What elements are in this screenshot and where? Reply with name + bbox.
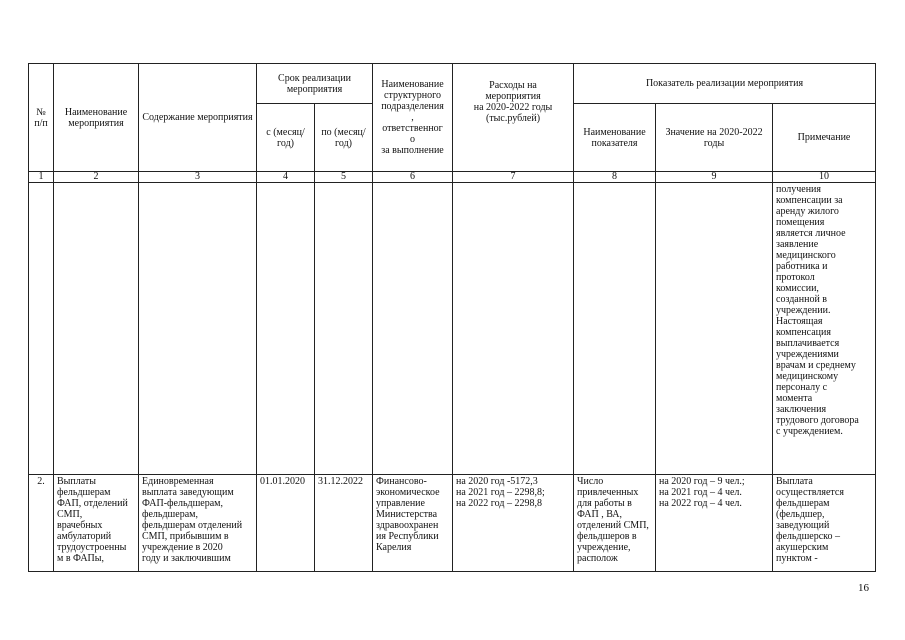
note-line: врачам и среднему <box>776 360 856 371</box>
measure-name <box>54 475 139 572</box>
row-note <box>773 475 876 572</box>
note-line: персоналу с <box>776 382 828 393</box>
header-dept-line: за выполнение <box>381 145 444 156</box>
note-line: выплачивается <box>776 338 840 349</box>
dept-line: Финансово- <box>376 476 427 487</box>
header-term-from: с (месяц/ год) <box>257 104 315 172</box>
measures-table <box>28 63 876 572</box>
header-term-to: по (месяц/ год) <box>315 104 373 172</box>
note-line: трудового договора <box>776 415 859 426</box>
measure-name-line: ФАП, отделений <box>57 498 128 509</box>
note-line: протокол <box>776 272 815 283</box>
row-number: 2. <box>29 475 54 572</box>
dept-line: Министерства <box>376 509 438 520</box>
measure-name-line: Выплаты <box>57 476 96 487</box>
header-dept-line: Наименование <box>381 79 444 90</box>
value-line: на 2021 год – 4 чел. <box>659 487 742 498</box>
column-number: 3 <box>139 172 257 183</box>
header-expenses-line: (тыс.рублей) <box>485 113 541 124</box>
indicator-values <box>656 475 773 572</box>
column-number: 9 <box>656 172 773 183</box>
table-row-2 <box>29 475 876 572</box>
dept-line: Карелия <box>376 542 412 553</box>
measure-content-line: Единовременная <box>142 476 214 487</box>
column-number: 4 <box>257 172 315 183</box>
measure-content <box>139 475 257 572</box>
note-line: Выплата <box>776 476 813 487</box>
note-line: помещения <box>776 217 825 228</box>
expenses <box>453 475 574 572</box>
column-number: 8 <box>574 172 656 183</box>
header-measure-name: Наименование мероприятия <box>54 64 139 172</box>
note-line: комиссии, <box>776 283 819 294</box>
continuation-note <box>773 183 876 475</box>
date-from: 01.01.2020 <box>257 475 315 572</box>
header-dept-line: подразделения <box>381 101 444 112</box>
header-responsible-dept <box>373 64 453 172</box>
note-line: заключения <box>776 404 827 415</box>
note-line: работника и <box>776 261 828 272</box>
measure-content-line: фельдшерам отделений <box>142 520 243 531</box>
note-line: учреждении. <box>776 305 831 316</box>
note-line: заявление <box>776 239 819 250</box>
header-expenses-line: мероприятия <box>485 91 541 102</box>
measure-content-line: фельдшерам, <box>142 509 198 520</box>
column-number: 10 <box>773 172 876 183</box>
indicator-line: привлеченных <box>577 487 639 498</box>
indicator-line: отделений СМП, <box>577 520 649 531</box>
header-indicator-value: Значение на 2020-2022 годы <box>656 104 773 172</box>
note-line: момента <box>776 393 813 404</box>
note-line: осуществляется <box>776 487 844 498</box>
dept-line: ия Республики <box>376 531 439 542</box>
indicator-line: учреждение, <box>577 542 631 553</box>
measure-content-line: году и заключившим <box>142 553 231 564</box>
note-line: аренду жилого <box>776 206 839 217</box>
header-dept-line: ответственног <box>382 123 443 134</box>
measure-name-line: СМП, <box>57 509 83 520</box>
measure-content-line: выплата заведующим <box>142 487 234 498</box>
header-dept-line: о <box>410 134 416 145</box>
header-note: Примечание <box>773 104 876 172</box>
indicator-line: Число <box>577 476 604 487</box>
measure-name-line: фельдшерам <box>57 487 111 498</box>
measure-name-line: трудоустроенны <box>57 542 127 553</box>
note-line: (фельдшер, <box>776 509 825 520</box>
column-number: 7 <box>453 172 574 183</box>
indicator-line: располож <box>577 553 618 564</box>
note-line: является личное <box>776 228 846 239</box>
expenses-line: на 2022 год – 2298,8 <box>456 498 542 509</box>
dept-line: экономическое <box>376 487 440 498</box>
expenses-line: на 2020 год -5172,3 <box>456 476 538 487</box>
column-number: 5 <box>315 172 373 183</box>
header-indicator-group: Показатель реализации мероприятия <box>574 64 876 104</box>
note-line: компенсация <box>776 327 831 338</box>
note-line: фельдшерам <box>776 498 830 509</box>
value-line: на 2022 год – 4 чел. <box>659 498 742 509</box>
indicator-name <box>574 475 656 572</box>
page-number: 16 <box>858 582 869 594</box>
note-line: акушерским <box>776 542 829 553</box>
indicator-line: фельдшеров в <box>577 531 637 542</box>
note-line: получения <box>776 184 821 195</box>
header-dept-line: , <box>411 112 414 123</box>
note-line: с учреждением. <box>776 426 843 437</box>
indicator-line: для работы в <box>577 498 632 509</box>
dept-line: управление <box>376 498 425 509</box>
header-measure-content: Содержание мероприятия <box>139 64 257 172</box>
measure-content-line: ФАП-фельдшерам, <box>142 498 224 509</box>
note-line: медицинского <box>776 250 836 261</box>
header-expenses-line: Расходы на <box>489 80 537 91</box>
note-line: фельдшерско – <box>776 531 840 542</box>
note-line: компенсации за <box>776 195 843 206</box>
header-dept-line: структурного <box>384 90 441 101</box>
table-row-continuation <box>29 183 876 475</box>
column-number: 6 <box>373 172 453 183</box>
measure-content-line: СМП, прибывшим в <box>142 531 229 542</box>
note-line: созданной в <box>776 294 828 305</box>
measure-name-line: врачебных <box>57 520 103 531</box>
header-expenses <box>453 64 574 172</box>
measure-name-line: амбулаторий <box>57 531 112 542</box>
expenses-line: на 2021 год – 2298,8; <box>456 487 545 498</box>
header-term-group: Срок реализации мероприятия <box>257 64 373 104</box>
note-line: учреждениями <box>776 349 839 360</box>
measure-content-line: учреждение в 2020 <box>142 542 223 553</box>
note-line: медицинскому <box>776 371 839 382</box>
indicator-line: ФАП , ВА, <box>577 509 622 520</box>
note-line: заведующий <box>776 520 830 531</box>
date-to: 31.12.2022 <box>315 475 373 572</box>
measure-name-line: м в ФАПы, <box>57 553 104 564</box>
header-num: № п/п <box>29 64 54 172</box>
value-line: на 2020 год – 9 чел.; <box>659 476 745 487</box>
dept-line: здравоохранен <box>376 520 439 531</box>
column-number: 1 <box>29 172 54 183</box>
header-expenses-line: на 2020-2022 годы <box>473 102 553 113</box>
note-line: пунктом - <box>776 553 818 564</box>
responsible-dept <box>373 475 453 572</box>
note-line: Настоящая <box>776 316 823 327</box>
column-number: 2 <box>54 172 139 183</box>
header-indicator-name: Наименование показателя <box>574 104 656 172</box>
